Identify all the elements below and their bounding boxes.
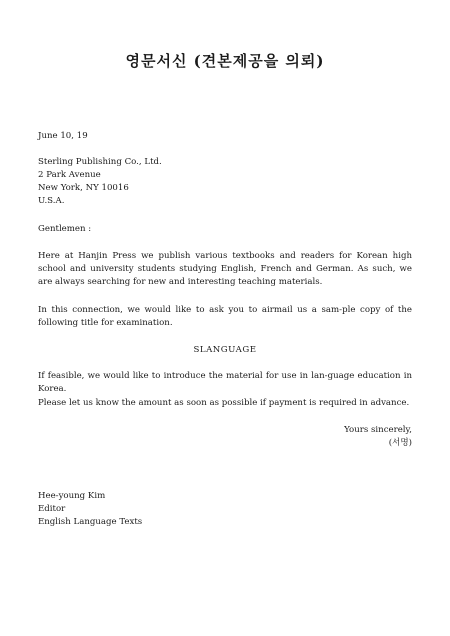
recipient-address (38, 156, 412, 208)
recipient-city: New York, NY 10016 (38, 183, 129, 193)
signer-department: English Language Texts (38, 517, 143, 527)
salutation: Gentlemen : (38, 224, 92, 234)
signature-note: (서명) (388, 438, 412, 448)
recipient-company: Sterling Publishing Co., Ltd. (38, 157, 162, 167)
signer-block (38, 490, 412, 529)
paragraph-intro: Here at Hanjin Press we publish various textbooks and readers for Korean high school and university students studying English, French and German. As such, we are always searching for new and interesting teaching materials. (38, 251, 412, 287)
recipient-country: U.S.A. (38, 196, 65, 206)
signer-name: Hee-young Kim (38, 491, 106, 501)
paragraph-purpose: If feasible, we would like to introduce the material for use in lan-guage education in Korea. (38, 371, 412, 394)
letter-title: 영문서신 (견본제공을 의뢰) (125, 52, 325, 70)
paragraph-payment: Please let us know the amount as soon as possible if payment is required in advance. (38, 398, 410, 408)
recipient-street: 2 Park Avenue (38, 170, 101, 180)
signer-position: Editor (38, 504, 66, 514)
closing-block (344, 424, 412, 450)
paragraph-request: In this connection, we would like to ask you to airmail us a sam-ple copy of the following title for examination. (38, 305, 412, 328)
closing-phrase: Yours sincerely, (344, 425, 412, 435)
letter-date: June 10, 19 (38, 131, 88, 141)
book-title: SLANGUAGE (193, 345, 257, 355)
